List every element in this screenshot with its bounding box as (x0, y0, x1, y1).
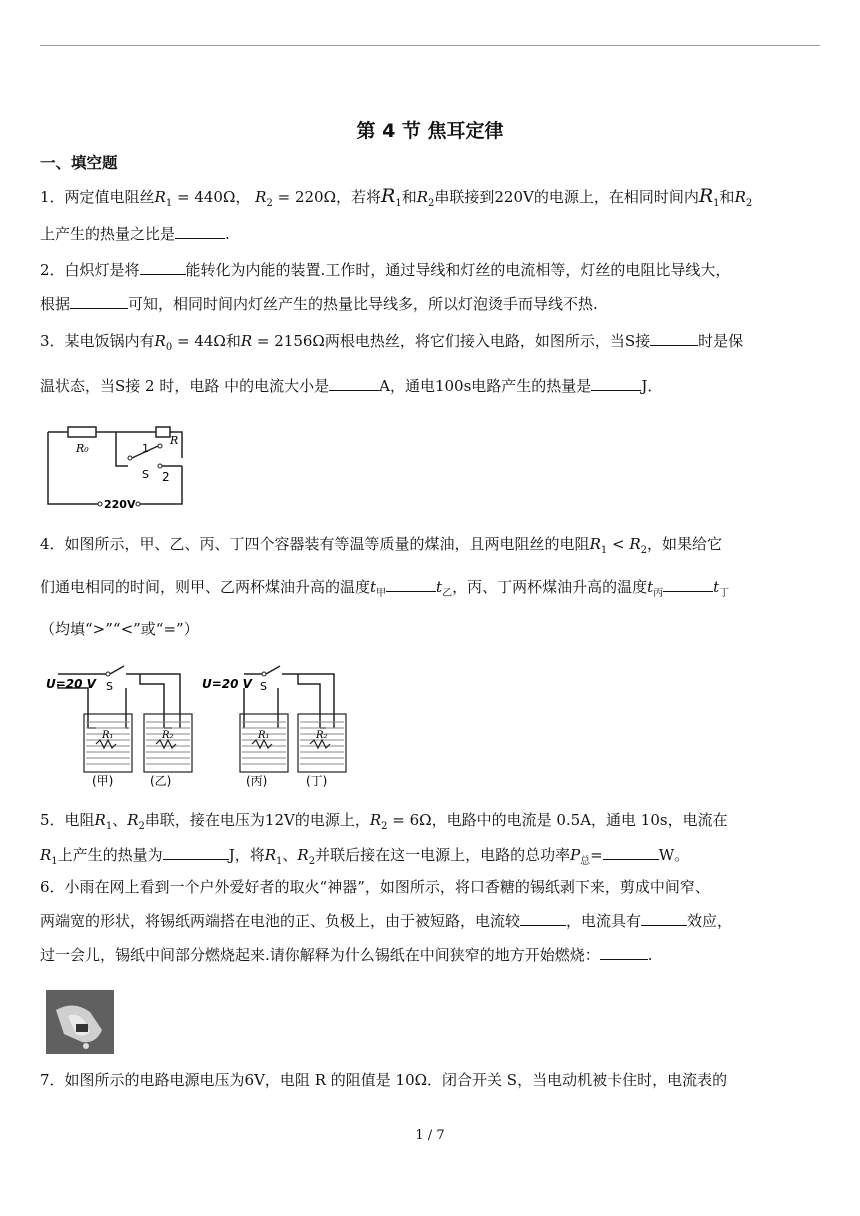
q5-r1-c: R (40, 846, 52, 864)
q1-value-1: = 440Ω， (172, 188, 251, 206)
q3-fig-s: S (142, 468, 149, 481)
q1-r2-sub-c: 2 (745, 198, 753, 209)
q4-fig-u-left: U=20 V (46, 677, 96, 691)
q4-text-a: 4．如图所示，甲、乙、丙、丁四个容器装有等温等质量的煤油，且两电阻丝的电阻 (40, 535, 590, 553)
q3-fig-r: R (170, 434, 179, 447)
q1-r1-b: R (381, 185, 396, 207)
q3-text-d: A，通电100s电路产生的热量是 (379, 377, 592, 395)
q4-less-than: < (607, 535, 630, 553)
q4-fig-label-bing: (丙) (246, 774, 268, 788)
q3-r0-sub: 0 (165, 342, 173, 353)
q1-line2-text: 上产生的热量之比是 (40, 225, 176, 243)
q4-t: t (647, 578, 654, 596)
answer-blank[interactable] (70, 294, 128, 309)
q4-r2: R (629, 535, 641, 553)
q1-text-b: 和 (401, 188, 417, 206)
q5-r1: R (94, 811, 106, 829)
question-2-line-1 (40, 260, 730, 280)
q5-text-c: 串联，接在电压为12V的电源上， (144, 811, 370, 829)
q3-fig-1: 1 (142, 442, 149, 455)
q4-fig-label-ding: (丁) (306, 774, 328, 788)
q5-text-h: 并联后接在这一电源上，电路的总功率 (315, 846, 571, 864)
page-number: 1 / 7 (415, 1128, 445, 1143)
q2-text-c: 根据 (40, 295, 71, 313)
q3-fig-220v: 220V (104, 498, 136, 510)
q4-r2-sub: 2 (640, 545, 648, 556)
q6-text-b: ，电流具有 (566, 912, 642, 930)
q4-text-c: 们通电相同的时间，则甲、乙两杯煤油升高的温度 (40, 578, 371, 596)
q1-r2-sub: 2 (266, 198, 273, 209)
q4-fig-r1-a: R₁ (102, 730, 114, 741)
q5-r2-sub: 2 (138, 821, 145, 832)
page-title: 第 4 节 焦耳定律 (356, 120, 504, 142)
answer-blank[interactable] (650, 331, 698, 346)
question-7-line-1: 7．如图所示的电路电源电压为6V，电阻 R 的阻值是 10Ω．闭合开关 S，当电动机被卡住时，电流表的 (40, 1071, 728, 1089)
q3-r0: R (154, 332, 166, 350)
q4-sub-yi: 乙 (442, 588, 453, 599)
section-heading: 一、填空题 (40, 154, 118, 172)
q4-fig-label-yi: (乙) (150, 774, 172, 788)
q4-container-diagram (44, 654, 366, 788)
answer-blank[interactable] (600, 945, 648, 960)
question-6-line-1: 6．小雨在网上看到一个户外爱好者的取火“神器”，如图所示，将口香糖的锡纸剥下来，剪成中间窄、 (40, 878, 710, 896)
answer-blank[interactable] (603, 845, 659, 860)
question-2-line-2 (40, 294, 598, 314)
q3-fig-r0: R₀ (76, 442, 89, 455)
q5-r1-d: R (264, 846, 276, 864)
answer-blank[interactable] (140, 260, 186, 275)
q4-t: t (370, 578, 377, 596)
q6-text-e: . (647, 946, 653, 964)
q3-text-a: 3．某电饭锅内有 (40, 332, 155, 350)
q6-text-a: 两端宽的形状，将锡纸两端搭在电池的正、负极上，由于被短路，电流较 (40, 912, 521, 930)
q1-period: . (225, 225, 230, 243)
q5-text-d: = 6Ω，电路中的电流是 0.5A，通电 10s，电流在 (387, 811, 728, 829)
q3-text-b: 时是保 (698, 332, 744, 350)
q1-r2-b: R (416, 188, 429, 206)
question-3-line-2 (40, 376, 662, 396)
q1-r2-sub-b: 2 (428, 198, 435, 209)
q2-text-a: 2．白炽灯是将 (40, 261, 140, 279)
question-1-line-1 (40, 186, 752, 214)
q1-r1: R (154, 188, 166, 206)
q1-r1-c: R (698, 185, 714, 207)
q4-fig-s-right: S (260, 680, 267, 693)
q5-r2-sub-c: 2 (308, 856, 316, 867)
q3-text-e: J． (641, 377, 663, 395)
q5-r1-sub: 1 (105, 821, 113, 832)
q5-r2-c: R (297, 846, 309, 864)
q4-sub-ding: 丁 (719, 588, 730, 599)
answer-blank[interactable] (163, 845, 229, 860)
q4-t: t (436, 578, 443, 596)
answer-blank[interactable] (329, 376, 379, 391)
answer-blank[interactable] (663, 577, 713, 592)
q4-fig-r1-b: R₁ (258, 730, 270, 741)
q5-text-e: 上产生的热量为 (57, 846, 163, 864)
question-6-line-3 (40, 945, 653, 965)
q3-r: R (240, 332, 253, 350)
q5-p-sub: 总 (580, 856, 591, 867)
q1-text-c: 串联接到220V的电源上，在相同时间内 (434, 188, 699, 206)
q4-sub-jia: 甲 (376, 588, 387, 599)
q6-photo (46, 990, 114, 1054)
question-4-line-2 (40, 577, 729, 604)
q1-text-d: 和 (719, 188, 735, 206)
header-rule (40, 45, 820, 46)
q5-text-i: W。 (658, 846, 690, 864)
q1-r2-c: R (734, 188, 746, 206)
q4-fig-u-right: U=20 V (202, 677, 252, 691)
question-4-line-3: （均填“>”“<”或“=”） (40, 620, 199, 638)
q4-r1-sub: 1 (600, 545, 608, 556)
q5-text-f: J，将 (228, 846, 265, 864)
question-4-line-1 (40, 534, 722, 561)
q5-r1-sub-c: 1 (51, 856, 58, 867)
q5-r2: R (127, 811, 139, 829)
q3-value-0: = 44Ω和 (172, 332, 241, 350)
answer-blank[interactable] (386, 577, 436, 592)
q1-r1-sub-b: 1 (395, 198, 402, 209)
q1-value-2: = 220Ω，若将 (272, 188, 382, 206)
q5-text-b: 、 (112, 811, 128, 829)
answer-blank[interactable] (520, 911, 566, 926)
answer-blank[interactable] (175, 224, 225, 239)
q4-r1: R (589, 535, 601, 553)
question-5-line-1 (40, 810, 728, 837)
q1-r2: R (255, 188, 267, 206)
question-5-line-2 (40, 845, 689, 872)
q5-r2-sub-b: 2 (381, 821, 388, 832)
q5-text-a: 5．电阻 (40, 811, 95, 829)
question-1-line-2 (40, 224, 230, 244)
q5-r1-sub-d: 1 (276, 856, 283, 867)
q3-value-r: = 2156Ω两根电热丝，将它们接入电路，如图所示，当S接 (252, 332, 651, 350)
q1-r1-sub: 1 (165, 198, 173, 209)
q2-text-b: 能转化为内能的装置.工作时，通过导线和灯丝的电流相等，灯丝的电阻比导线大， (185, 261, 731, 279)
q3-fig-2: 2 (162, 470, 170, 484)
q3-text-c: 温状态，当S接 2 时，电路 中的电流大小是 (40, 377, 330, 395)
q4-fig-s-left: S (106, 680, 113, 693)
q2-text-d: 可知，相同时间内灯丝产生的热量比导线多，所以灯泡烫手而导线不热. (128, 295, 598, 313)
q5-equals: = (590, 846, 603, 864)
q6-text-d: 过一会儿，锡纸中间部分燃烧起来.请你解释为什么锡纸在中间狭窄的地方开始燃烧： (40, 946, 600, 964)
q1-r1-sub-c: 1 (713, 198, 720, 209)
q5-text-g: 、 (282, 846, 298, 864)
q4-fig-r2-b: R₂ (316, 730, 328, 741)
q4-sub-bing: 丙 (653, 588, 664, 599)
q4-t: t (713, 578, 720, 596)
question-3-line-1 (40, 331, 743, 358)
q4-fig-r2-a: R₂ (162, 730, 174, 741)
question-6-line-2 (40, 911, 732, 931)
q4-text-d: ，丙、丁两杯煤油升高的温度 (452, 578, 648, 596)
q4-fig-label-jia: (甲) (92, 774, 114, 788)
q3-circuit-diagram (44, 418, 190, 510)
answer-blank[interactable] (641, 911, 687, 926)
q4-text-b: ，如果给它 (647, 535, 723, 553)
answer-blank[interactable] (591, 376, 641, 391)
q5-r2-b: R (369, 811, 382, 829)
q1-text-a: 1．两定值电阻丝 (40, 188, 155, 206)
q6-text-c: 效应， (687, 912, 733, 930)
q5-p: P (570, 846, 581, 864)
